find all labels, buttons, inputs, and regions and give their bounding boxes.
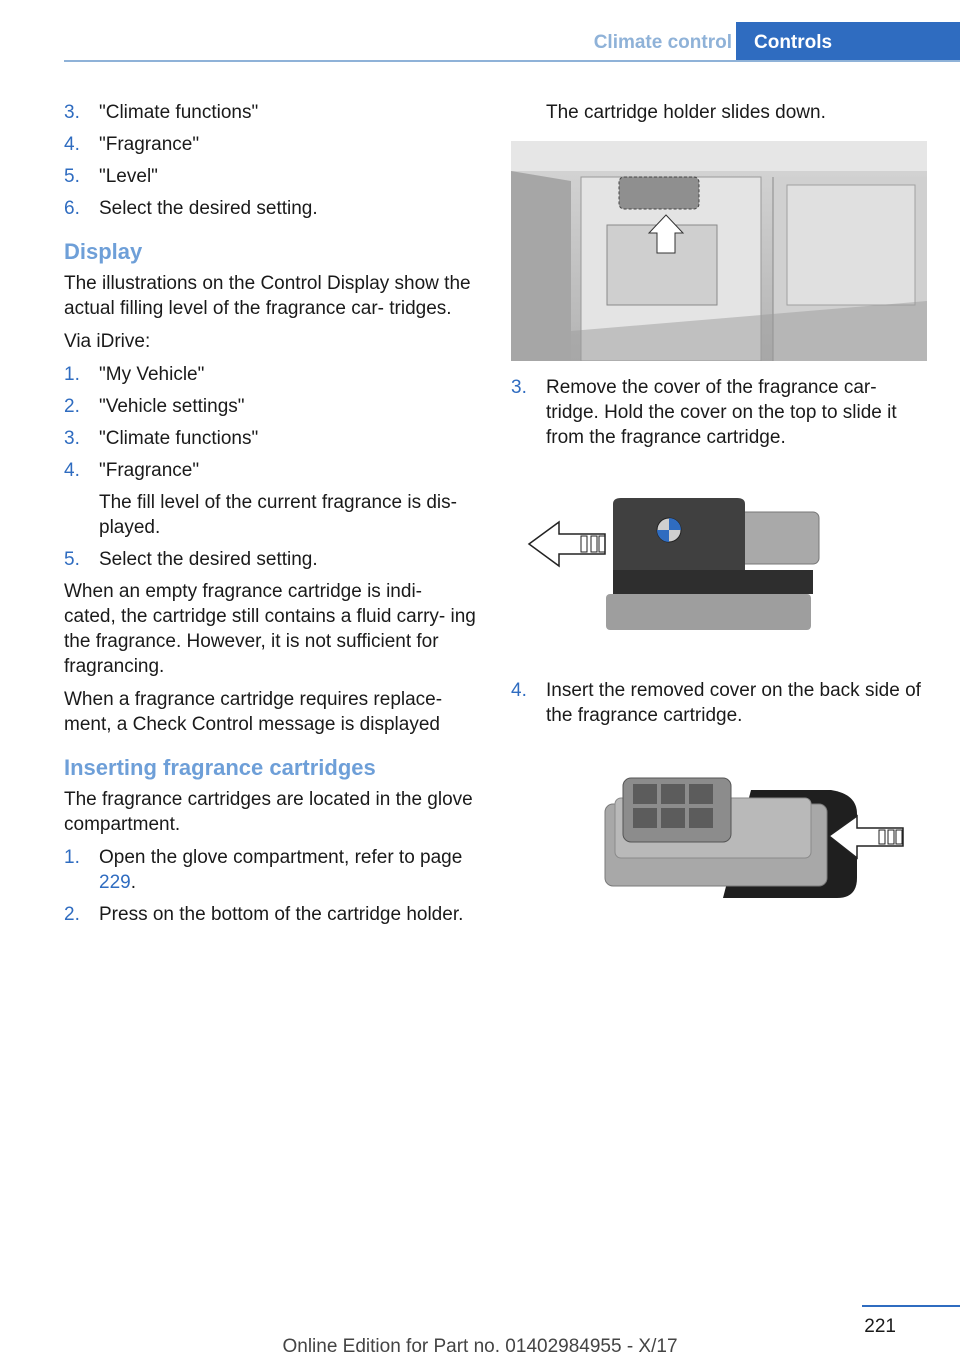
display-paragraph: The illustrations on the Control Display show the actual filling level of the fragrance car‐ tridges. [64, 273, 471, 319]
empty-cartridge-paragraph: When an empty fragrance cartridge is indi‐ cated, the cartridge still contains a fluid carry‐ ing the fragrance. However, it is not sufficient for fragrancing. [64, 581, 476, 677]
right-column [511, 100, 929, 924]
insert-cover-illustration [511, 774, 929, 924]
inserting-paragraph: The fragrance cartridges are located in the glove compartment. [64, 789, 473, 835]
list-item: 2. "Vehicle settings" [64, 396, 245, 417]
glove-compartment-illustration [511, 141, 929, 361]
via-idrive-label: Via iDrive: [64, 331, 151, 352]
replacement-paragraph: When a fragrance cartridge requires replace‐ ment, a Check Control message is displayed [64, 689, 443, 735]
list-item: 1. Open the glove compartment, refer to page 229. [64, 847, 463, 893]
footer-edition: Online Edition for Part no. 01402984955 - X/17 [282, 1336, 678, 1357]
list-item: 3. Remove the cover of the fragrance car‐ tridge. Hold the cover on the top to slide it from the fragrance cartridge. [511, 377, 897, 448]
list-item-note: The fill level of the current fragrance is dis‐ played. [99, 492, 457, 538]
list-item: 4. Insert the removed cover on the back side of the fragrance cartridge. [511, 680, 921, 726]
list-item: 3. "Climate functions" [64, 428, 259, 449]
header-chapter-tab: Controls [736, 22, 960, 62]
page-number: 221 [864, 1316, 896, 1337]
inserting-heading: Inserting fragrance cartridges [64, 755, 376, 780]
remove-cover-illustration [511, 490, 929, 650]
list-item: 6. Select the desired setting. [64, 198, 318, 219]
list-item: 4. "Fragrance" The fill level of the current fragrance is dis‐ played. [64, 458, 476, 540]
left-column [64, 100, 476, 934]
slides-down-text: The cartridge holder slides down. [546, 102, 826, 123]
page-reference-link[interactable]: 229 [99, 872, 131, 893]
header-rule [64, 60, 960, 62]
list-item: 2. Press on the bottom of the cartridge holder. [64, 904, 464, 925]
list-item: 5. "Level" [64, 166, 158, 187]
display-heading: Display [64, 239, 143, 264]
list-item: 3. "Climate functions" [64, 102, 259, 123]
list-item: 4. "Fragrance" [64, 134, 200, 155]
header-section-title: Climate control [593, 32, 732, 53]
footer-rule [862, 1305, 960, 1307]
list-item: 5. Select the desired setting. [64, 549, 318, 570]
list-item: 1. "My Vehicle" [64, 364, 205, 385]
